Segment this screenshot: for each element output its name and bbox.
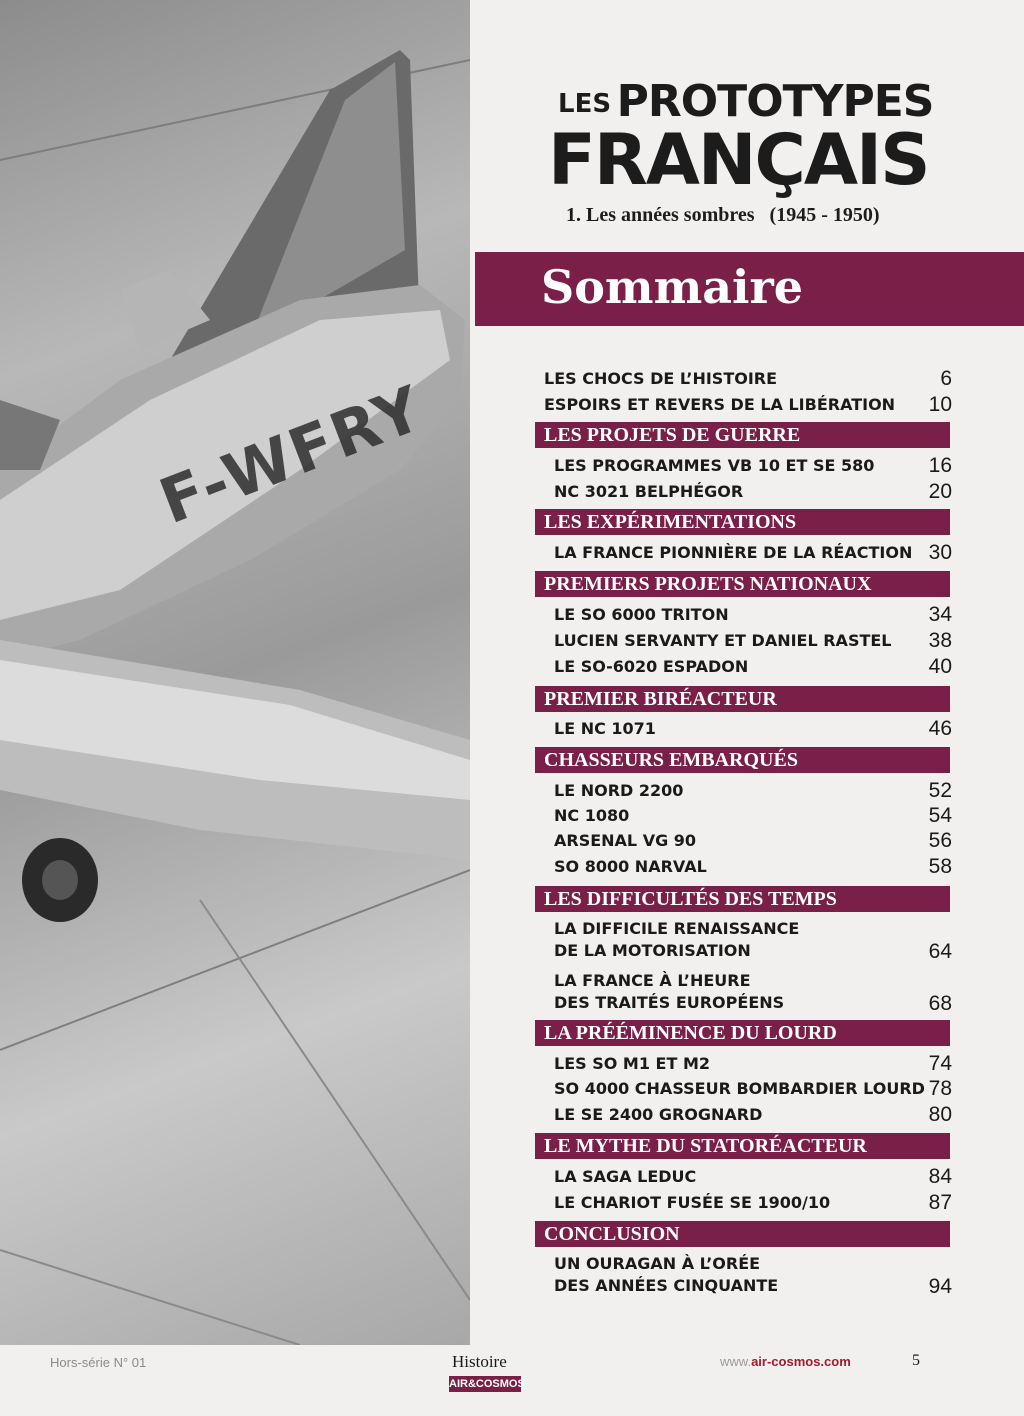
issue-subtitle <box>566 204 880 227</box>
toc-entry-page: 54 <box>928 804 952 827</box>
website-domain: air-cosmos.com <box>751 1354 851 1369</box>
toc-entry[interactable] <box>554 603 952 627</box>
toc-entry-title: LE SO-6020 ESPADON <box>554 657 749 676</box>
website-prefix: www. <box>720 1354 752 1369</box>
toc-entry-page: 40 <box>928 655 952 678</box>
toc-entry-page: 64 <box>928 940 952 963</box>
toc-entry-page: 84 <box>928 1165 952 1188</box>
toc-entry[interactable] <box>554 804 952 828</box>
toc-entry-title: LE NORD 2200 <box>554 781 684 800</box>
toc-entry[interactable] <box>554 717 952 741</box>
toc-entry-title: ESPOIRS ET REVERS DE LA LIBÉRATION <box>544 395 896 414</box>
page-number: 5 <box>912 1352 920 1369</box>
toc-entry-page: 78 <box>928 1077 952 1100</box>
toc-entry-title: LES SO M1 ET M2 <box>554 1054 711 1073</box>
toc-entry-title: LES PROGRAMMES VB 10 ET SE 580 <box>554 456 875 475</box>
aircraft-registration: F-WFRY <box>150 371 434 539</box>
toc-entry-title: NC 3021 BELPHÉGOR <box>554 482 744 501</box>
toc-entry[interactable] <box>554 655 952 679</box>
toc-entry-title: LE SO 6000 TRITON <box>554 605 729 624</box>
toc-entry-page: 30 <box>928 541 952 564</box>
toc-entry-page: 16 <box>928 454 952 477</box>
jet-aircraft-illustration <box>0 0 470 1345</box>
toc-entry[interactable] <box>544 393 952 417</box>
toc-entry[interactable] <box>554 629 952 653</box>
toc-entry-title: LA FRANCE À L’HEURE DES TRAITÉS EUROPÉENS <box>554 971 785 1012</box>
toc-entry-page: 38 <box>928 629 952 652</box>
toc-entry-title: SO 8000 NARVAL <box>554 857 707 876</box>
sommaire-banner <box>475 252 1024 326</box>
toc-entry[interactable] <box>554 918 952 964</box>
toc-entry-title: LE SE 2400 GROGNARD <box>554 1105 763 1124</box>
toc-section-heading: CONCLUSION <box>535 1221 950 1247</box>
website-link[interactable] <box>720 1354 851 1369</box>
title-les: LES <box>558 89 612 119</box>
toc-entry-title: LE NC 1071 <box>554 719 656 738</box>
toc-entry[interactable] <box>554 1052 952 1076</box>
toc-entry[interactable] <box>554 454 952 478</box>
toc-entry-page: 6 <box>940 367 952 390</box>
toc-entry[interactable] <box>544 367 952 391</box>
toc-entry-page: 74 <box>928 1052 952 1075</box>
toc-entry[interactable] <box>554 1165 952 1189</box>
toc-section-heading: PREMIERS PROJETS NATIONAUX <box>535 571 950 597</box>
toc-entry-page: 68 <box>928 992 952 1015</box>
toc-entry[interactable] <box>554 1191 952 1215</box>
toc-entry-title: LA SAGA LEDUC <box>554 1167 697 1186</box>
toc-section-heading: LA PRÉÉMINENCE DU LOURD <box>535 1020 950 1046</box>
toc-entry-title: LA FRANCE PIONNIÈRE DE LA RÉACTION <box>554 543 913 562</box>
toc-entry-title: NC 1080 <box>554 806 630 825</box>
toc-section-heading: CHASSEURS EMBARQUÉS <box>535 747 950 773</box>
toc-entry[interactable] <box>554 1253 952 1299</box>
toc-entry-page: 58 <box>928 855 952 878</box>
toc-section-heading: LES PROJETS DE GUERRE <box>535 422 950 448</box>
sommaire-title: Sommaire <box>541 260 804 314</box>
toc-entry-page: 20 <box>928 480 952 503</box>
toc-entry-page: 34 <box>928 603 952 626</box>
toc-section-heading: LES DIFFICULTÉS DES TEMPS <box>535 886 950 912</box>
toc-entry-title: SO 4000 CHASSEUR BOMBARDIER LOURD <box>554 1079 925 1098</box>
histoire-label: Histoire <box>452 1352 507 1371</box>
toc-entry-page: 52 <box>928 779 952 802</box>
toc-entry[interactable] <box>554 541 952 565</box>
air-cosmos-logo: AIR&COSMOS <box>449 1378 525 1390</box>
title-prototypes: PROTOTYPES <box>616 76 934 127</box>
toc-entry-title: LA DIFFICILE RENAISSANCE DE LA MOTORISATION <box>554 919 800 960</box>
toc-entry-page: 46 <box>928 717 952 740</box>
toc-entry-title: LE CHARIOT FUSÉE SE 1900/10 <box>554 1193 831 1212</box>
toc-entry-title: LUCIEN SERVANTY ET DANIEL RASTEL <box>554 631 892 650</box>
toc-entry-page: 87 <box>928 1191 952 1214</box>
toc-entry[interactable] <box>554 779 952 803</box>
cover-photo <box>0 0 470 1345</box>
toc-entry[interactable] <box>554 1077 952 1101</box>
toc-entry-title: ARSENAL VG 90 <box>554 831 697 850</box>
title-francais: FRANÇAIS <box>548 119 929 201</box>
issue-number: Hors-série N° 01 <box>50 1355 147 1370</box>
toc-entry[interactable] <box>554 829 952 853</box>
subtitle-text: 1. Les années sombres <box>566 204 755 226</box>
toc-entry[interactable] <box>554 970 952 1016</box>
toc-entry-page: 10 <box>928 393 952 416</box>
toc-entry-title: LES CHOCS DE L’HISTOIRE <box>544 369 778 388</box>
toc-entry-page: 80 <box>928 1103 952 1126</box>
toc-entry[interactable] <box>554 1103 952 1127</box>
toc-entry-page: 56 <box>928 829 952 852</box>
toc-entry-title: UN OURAGAN À L’ORÉE DES ANNÉES CINQUANTE <box>554 1254 779 1295</box>
toc-section-heading: PREMIER BIRÉACTEUR <box>535 686 950 712</box>
toc-entry[interactable] <box>554 855 952 879</box>
toc-section-heading: LES EXPÉRIMENTATIONS <box>535 509 950 535</box>
page-footer <box>0 1352 1024 1416</box>
subtitle-years: (1945 - 1950) <box>769 204 880 226</box>
toc-entry-page: 94 <box>928 1275 952 1298</box>
toc-section-heading: LE MYTHE DU STATORÉACTEUR <box>535 1133 950 1159</box>
toc-entry[interactable] <box>554 480 952 504</box>
